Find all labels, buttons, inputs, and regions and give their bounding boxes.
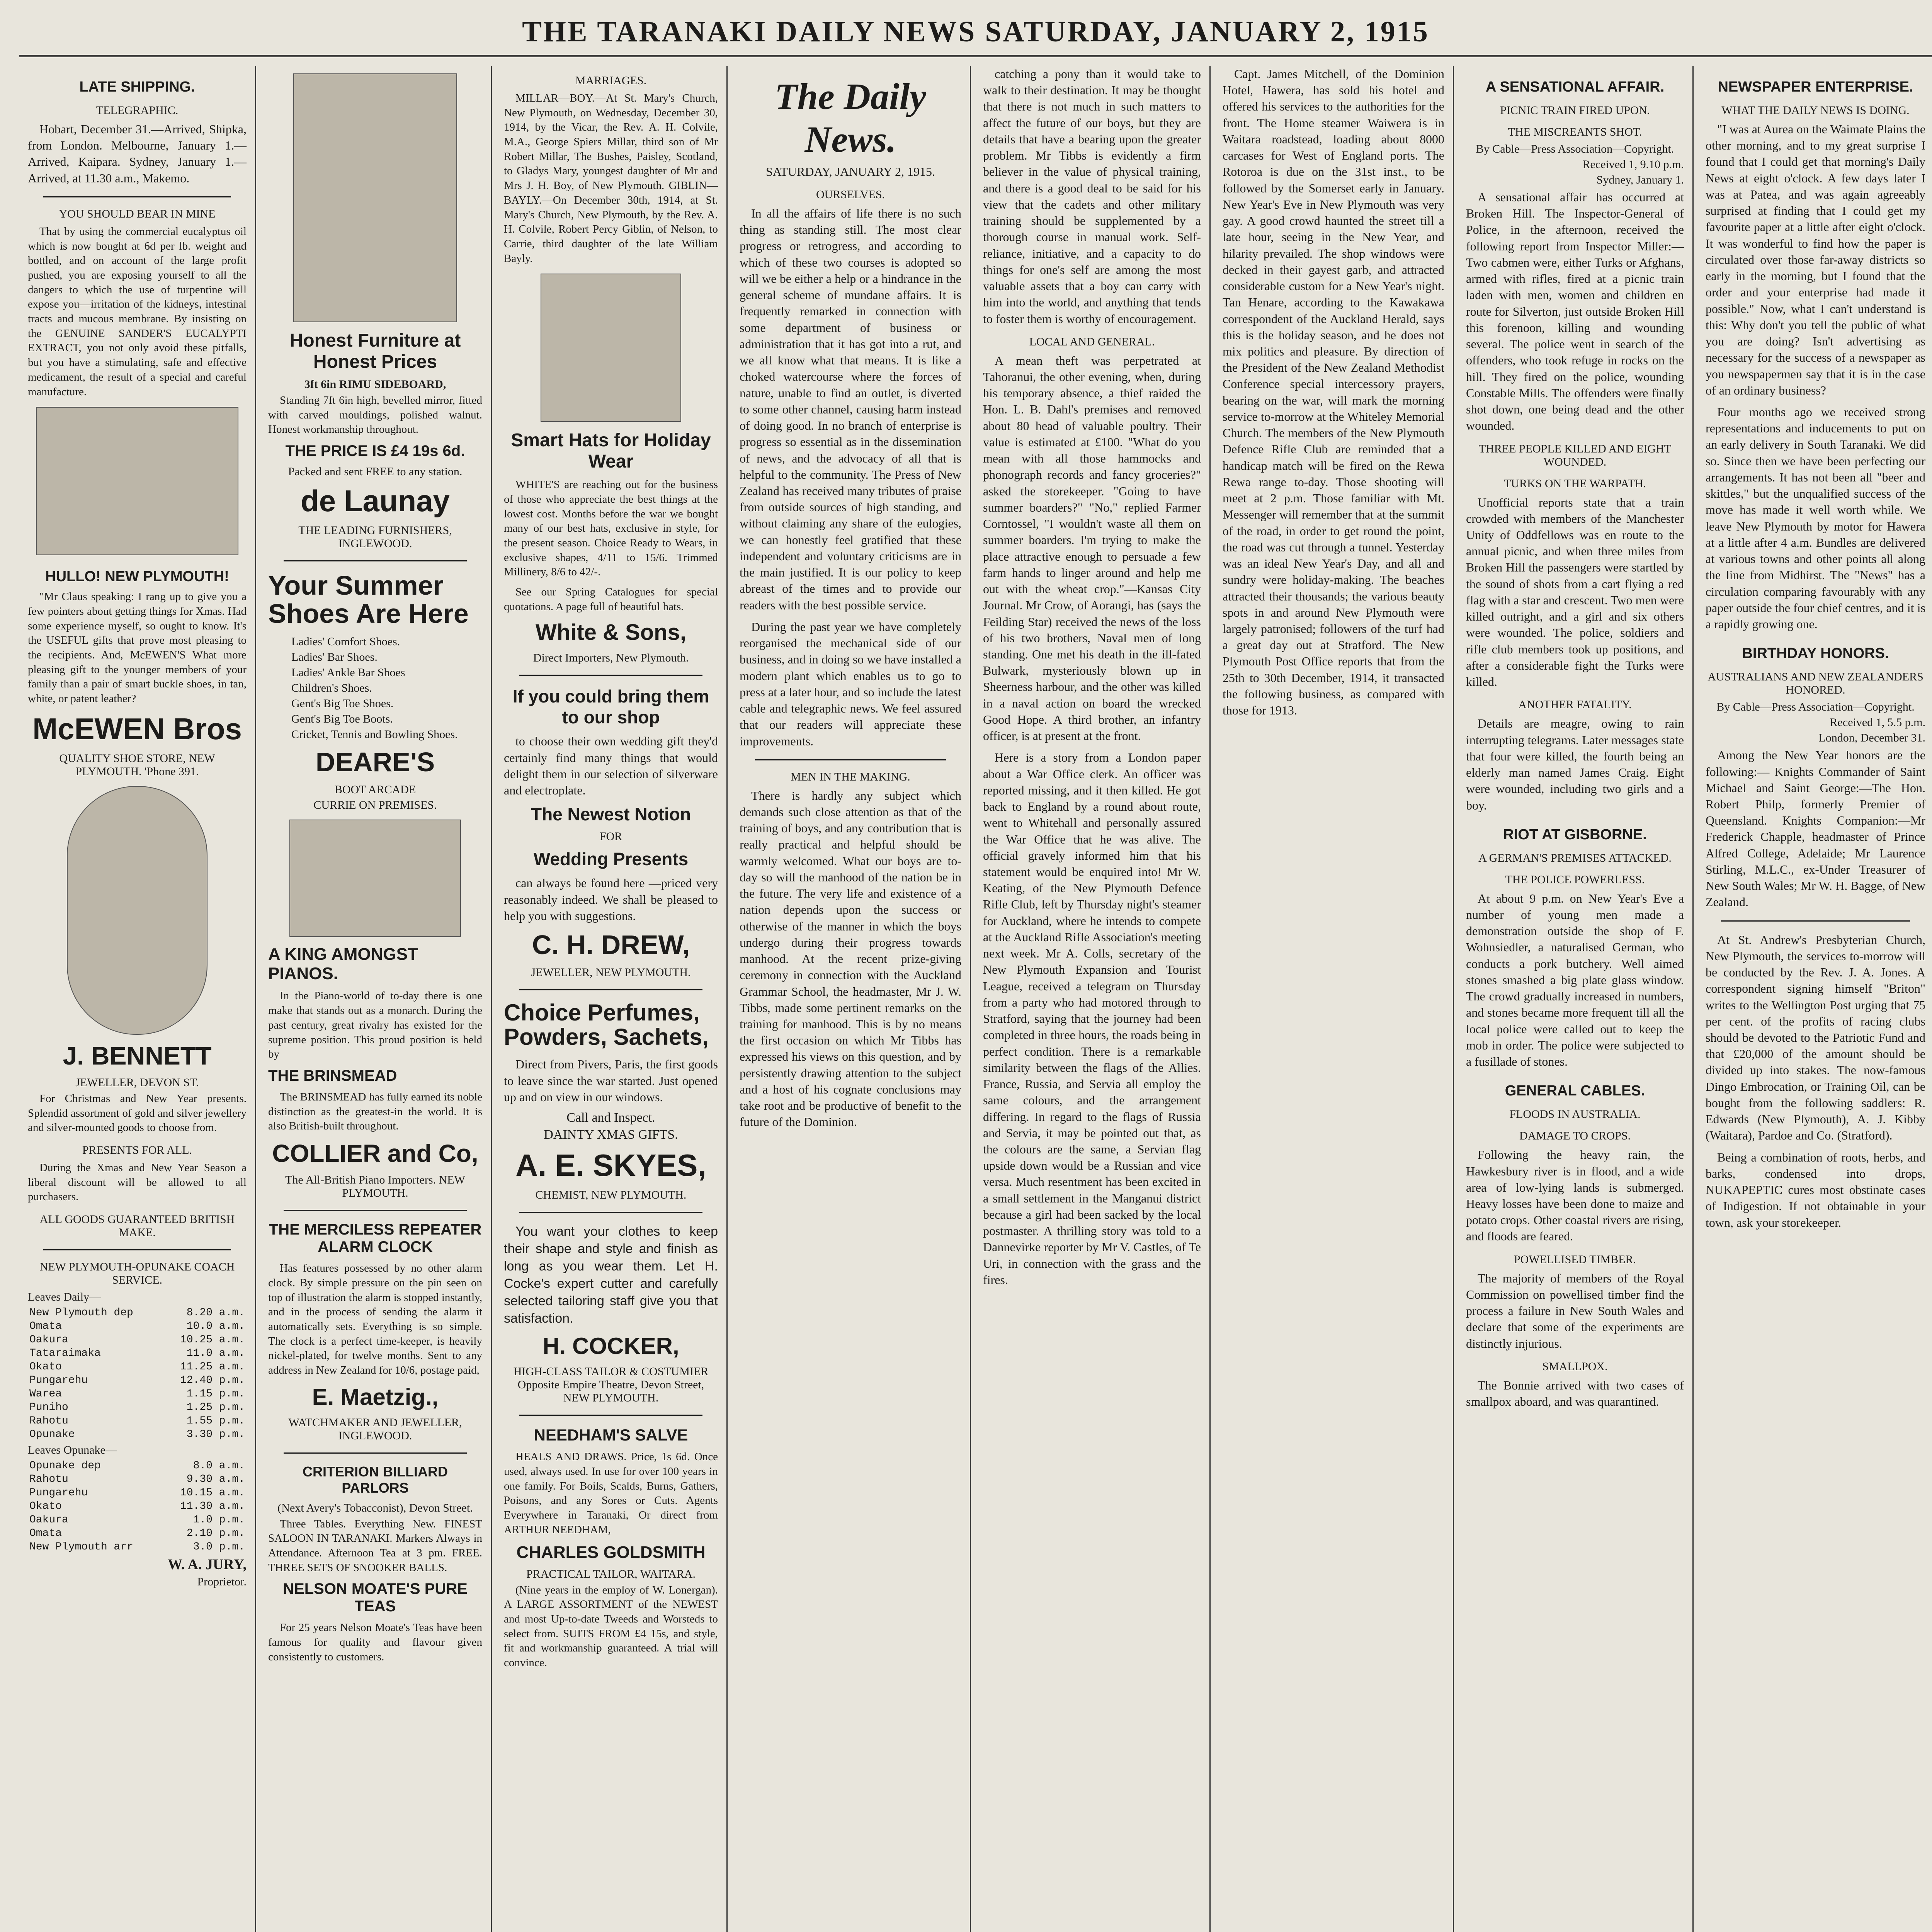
timetable-stop: New Plymouth arr: [29, 1541, 133, 1553]
turks-text: Unofficial reports state that a train crowded with members of the Manchester Unity of Oddfellows was en route to the annual picnic, and when three miles from Broken Hill the passengers were startled by the sound of shots from a cart flying a red flag with a star and crescent. Two men were killed outright, and a girl and six others were wounded. The police, soldiers and rifle club members took up positions, and after a considerable fight the Turks were killed.: [1466, 495, 1684, 689]
enterprise-subheading: WHAT THE DAILY NEWS IS DOING.: [1721, 104, 1910, 117]
divider: [519, 1415, 702, 1416]
local-continued-text: Capt. James Mitchell, of the Dominion Hotel, Hawera, has sold his hotel and offered his services to the authorities for the front. The Home steamer Waiwera is in Waitara roadstead, loading about 8000 carcases for West of England ports. The Rotoroa is due on the 31st inst., to be followed by the Somerset early in January. New Year's Eve in New Plymouth was very gay. A good crowd haunted the street till a late hour, seeing in the New Year, and hilarity prevailed. The shop windows were decked in their gayest garb, and attracted considerable custom for a New Year's night. Tan Henare, according to the Kawakawa correspondent of the Auckland Herald, says this is the holiday season, and he does not mix politics and pleasure. By direction of the President of the New Zealand Methodist Conference special intercessory prayers, bearing on the war, will mark the morning service to-morrow at the Whiteley Memorial Church. The members of the New Plymouth Defence Rifle Club are reminded that a handicap match will be fired on the Rewa Rewa range to-day. Those shooting will meet at 2 p.m. Those familiar with Mt. Messenger will remember that at the summit of the road, in order to get round the point, the road was cut through a tunnel. Yesterday was an ideal New Year's Day, and all and sundry were holiday-making. The beaches attracted their thousands; the various beauty spots in and around New Plymouth were largely patronised; followers of the turf had a great day out at Stratford. The New Plymouth Post Office reports that from the 25th to 30th December, 1914, it transacted the following business, as compared with those for 1913.: [1223, 67, 1444, 718]
timetable-stop: Oakura: [29, 1334, 68, 1346]
marriages-text: MILLAR—BOY.—At St. Mary's Church, New Plymouth, on Wednesday, December 30, 1914, by the Vicar, the Rev. A. H. Colvile, M.A., George Spiers Millar, third son of Mr Robert Millar, The Bushes, Paisley, Scotland, to Gladys Mary, youngest daughter of Mr and Mrs J. H. Boy, of New Plymouth. GIBLIN—BAYLY.—On December 30th, 1914, at St. Mary's Church, New Plymouth, by the Rev. A. H. Colvile, Robert Percy Giblin, of Nelson, to Carrie, third daughter of the late William Bayly.: [504, 92, 718, 265]
pony-text: catching a pony than it would take to walk to their destination. It may be thought that there is not much in such matters to affect the future of our boys, but they are details that have a bearing upon the greater problem. Mr Tibbs is evidently a firm believer in the value of physical training, and there is a good deal to be said for his view that the cadets and other military training should be supplemented by a thorough course in manual work. Self-reliance, initiative, and a capacity to do things for one's self are among the most valuable assets that a boy can carry with him into the world, and anything that tends to foster them is worthy of encouragement.: [983, 67, 1201, 326]
timetable-time: 10.15 a.m.: [180, 1487, 245, 1499]
birthday-text: Among the New Year honors are the following:— Knights Commander of Saint Michael and Saint George:—The Hon. Robert Philp, formerly Premier of Queensland. Knights Companion:—Mr Frederick Chapple, headmaster of Prince Alfred College, Adelaide; Mr Laurence Stirling, M.L.C., ex-Under Treasurer of New South Wales; Mr W. H. Bagge, of New Zealand.: [1706, 748, 1925, 909]
timetable-row: [28, 1500, 247, 1513]
mine-text: That by using the commercial eucalyptus oil which is now bought at 6d per lb. weight and bottled, and on account of the large profit pushed, you are exposing yourself to all the dangers to which the use of turpentine will expose you—irritation of the kidneys, intestinal tracts and mucous membrane. By insisting on the GENUINE SANDER'S EUCALYPTI EXTRACT, you not only avoid these pitfalls, but you have a stimulating, safe and effective medicament, the result of a special and careful manufacture.: [28, 225, 247, 398]
column-1: [19, 66, 255, 1932]
jury-name: W. A. JURY,: [168, 1556, 247, 1573]
timetable-stop: Okato: [29, 1500, 62, 1512]
divider: [284, 1210, 467, 1211]
salve-text: HEALS AND DRAWS. Price, 1s 6d. Once used, always used. In use for over 100 years in one family. For Boils, Scalds, Burns, Gathers, Poisons, and any Sores or Cuts. Agents Everywhere in Taranaki, Or direct from ARTHUR NEEDHAM,: [504, 1451, 718, 1536]
enterprise-heading: NEWSPAPER ENTERPRISE.: [1718, 79, 1913, 95]
floods-heading: FLOODS IN AUSTRALIA.: [1509, 1108, 1641, 1121]
nelson-text: For 25 years Nelson Moate's Teas have been famous for quality and flavour given consistently to customers.: [268, 1621, 482, 1663]
fatality-text: Details are meagre, owing to rain interrupting telegrams. Later messages state that four were killed, the fourth being an elderly man named James Craig. Eight were wounded, including two girls and a boy.: [1466, 716, 1684, 812]
timetable-row: [28, 1414, 247, 1428]
killed-heading: THREE PEOPLE KILLED AND EIGHT WOUNDED.: [1478, 442, 1672, 468]
timetable-row: [28, 1428, 247, 1441]
white-name: White & Sons,: [536, 620, 686, 645]
timetable-row: [28, 1360, 247, 1374]
criterion-heading: CRITERION BILLIARD PARLORS: [303, 1463, 448, 1496]
riot-subheading: A GERMAN'S PREMISES ATTACKED.: [1478, 851, 1672, 864]
timetable-row: [28, 1486, 247, 1500]
daily-news-masthead: The Daily News.: [775, 76, 926, 160]
shoe-list-item: Ladies' Ankle Bar Shoes: [291, 666, 405, 679]
shoe-list-item: Gent's Big Toe Boots.: [291, 712, 393, 725]
sensational-text: A sensational affair has occurred at Broken Hill. The Inspector-General of Police, in the afternoon, received the following report from Inspector Miller:— Two cabmen were, either Turks or Afghans, armed with rifles, fired at a picnic train laden with men, women and children en route for Silverton, just outside Broken Hill this forenoon, killing and wounding several. The police went in search of the offenders, who took refuge in rocks on the hill. They fired on the police, wounding Constable Mills. The offenders were finally shot down, one being dead and the other wounded.: [1466, 190, 1684, 433]
king-text: In the Piano-world of to-day there is one make that stands out as a monarch. During the past century, great rivalry has existed for the supreme position. This proud position is held by: [268, 990, 482, 1061]
floods-subheading: DAMAGE TO CROPS.: [1519, 1129, 1631, 1143]
marriages-heading: MARRIAGES.: [575, 74, 647, 87]
shipping-heading: LATE SHIPPING.: [79, 79, 195, 95]
column-rule: [1209, 66, 1211, 1932]
choice-heading: Choice Perfumes, Powders, Sachets,: [504, 1000, 709, 1050]
editorial-date: SATURDAY, JANUARY 2, 1915.: [765, 165, 935, 179]
wedding-text: can always be found here —priced very reasonably indeed. We shall be pleased to help you with suggestions.: [504, 876, 718, 923]
timetable-stop: Pungarehu: [29, 1487, 88, 1499]
nukapeptic-text: Being a combination of roots, herbs, and barks, condensed into drops, NUKAPEPTIC cures most obstinate cases of Indigestion. If not obtainable in your town, ask your storekeeper.: [1706, 1150, 1925, 1230]
white-sub: Direct Importers, New Plymouth.: [533, 651, 689, 665]
birthday-heading: BIRTHDAY HONORS.: [1742, 645, 1889, 662]
ourselves-text: In all the affairs of life there is no such thing as standing still. The most clear progress or retrogress, and according to which of these two courses is adopted so will we be either a help or a hindrance in the general scheme of mundane affairs. It is frequently remarked in connection with some department of business or administration that it has got into a rut, and we all know what that means. It is like a choked watercourse where the forces of nature, unable to find an outlet, is diverted to some other channel, causing harm instead of doing good. In no branch of enterprise is progress so essential as in the dissemination of news, and the advocacy of all that is helpful to the community. The Press of New Zealand has received many tributes of praise from outside sources of high standing, and without claiming any share of the eulogies, we can honestly feel gratified that these independent and voluntary criticisms are in the main justified. It is our policy to keep abreast of the times and to provide our readers with the best possible service.: [740, 206, 961, 612]
column-2: [260, 66, 491, 1932]
goldsmith-name: CHARLES GOLDSMITH: [516, 1543, 706, 1562]
mcewen-name: McEWEN Bros: [32, 711, 242, 746]
for-word: FOR: [599, 830, 622, 843]
presents-heading: PRESENTS FOR ALL.: [82, 1143, 192, 1156]
local-heading: LOCAL AND GENERAL.: [1029, 335, 1155, 348]
riot-heading: RIOT AT GISBORNE.: [1503, 826, 1647, 843]
column-rule: [491, 66, 492, 1932]
mine-heading: YOU SHOULD BEAR IN MINE: [59, 207, 216, 220]
timetable-time: 2.10 p.m.: [186, 1527, 245, 1539]
skyes-name: A. E. SKYES,: [515, 1148, 706, 1183]
goldsmith-sub: PRACTICAL TAILOR, WAITARA.: [526, 1567, 696, 1580]
coach-timetable-outbound: [28, 1306, 247, 1441]
fatality-heading: ANOTHER FATALITY.: [1518, 698, 1632, 711]
timetable-row: [28, 1527, 247, 1540]
leaves-opunake: Leaves Opunake—: [28, 1444, 117, 1456]
hullo-text: "Mr Claus speaking: I rang up to give you a few pointers about getting things for Xmas. Had some experience myself, so ought to know. It's the USEFUL gifts that prove most pleasing to the recipients. And, McEWEN'S What more pleasing gift to the younger members of your family than a pair of smart buckle shoes, in tan, white, or patent leather?: [28, 590, 247, 705]
column-4: [731, 66, 970, 1932]
summer-shoes-heading: Your Summer Shoes Are Here: [268, 570, 469, 629]
enterprise-text: "I was at Aurea on the Waimate Plains the other morning, and to my great surprise I found that I could get that morning's Daily News at eight o'clock. A few days later I was at Patea, and was again agreeably surprised at finding that I could get my favourite paper at a little after eight o'clock. It was wonderful to find how the paper is circulated over those far-away districts so early in the morning, but I found that the order and your enterprise had made it possible." Now, what I can't understand is this: Why don't you tell the public of what you are doing? Isn't advertising as necessary for the success of a newspaper as you newspapermen say that it is in the case of an ordinary business?: [1706, 122, 1925, 397]
hats-heading: Smart Hats for Holiday Wear: [511, 430, 711, 472]
timetable-stop: Pungarehu: [29, 1374, 88, 1386]
timetable-time: 1.55 p.m.: [186, 1415, 245, 1427]
shoe-list: [268, 635, 482, 741]
furniture-packed: Packed and sent FREE to any station.: [288, 465, 463, 478]
column-6: [1214, 66, 1453, 1932]
birthday-place: London, December 31.: [1818, 731, 1925, 745]
cocker-text: You want your clothes to keep their shape and style and finish as long as you wear them. Let H. Cocke's expert cutter and carefully selected tailoring staff give you that satisfaction.: [504, 1224, 718, 1326]
divider: [284, 1452, 467, 1454]
page-title: THE TARANAKI DAILY NEWS SATURDAY, JANUARY 2, 1915: [522, 15, 1429, 48]
call-inspect: Call and Inspect.: [566, 1111, 655, 1125]
timetable-stop: Warea: [29, 1388, 62, 1400]
bring-text: to choose their own wedding gift they'd certainly find many things that would delight them in our selection of silverware and electroplate.: [504, 734, 718, 798]
divider: [43, 1249, 231, 1250]
column-rule: [970, 66, 971, 1932]
timetable-time: 11.25 a.m.: [180, 1361, 245, 1373]
mcewen-sub: QUALITY SHOE STORE, NEW PLYMOUTH. 'Phone 391.: [59, 752, 215, 778]
church-text: At St. Andrew's Presbyterian Church, New Plymouth, the services to-morrow will be conducted by the Rev. J. A. Jones. A correspondent signing himself "Briton" writes to the Wellington Post urging that 75 per cent. of the profits of racing clubs should be devoted to the Patriotic Fund and that £20,000 of the amount should be divided up into stakes. The now-famous Dingo Embrocation, or Training Oil, can be bought from the following saddlers: R. Edwards (New Plymouth), A. J. Kibby (Waitara), Pardoe and Co. (Stratford).: [1706, 932, 1925, 1143]
timetable-time: 3.0 p.m.: [193, 1541, 245, 1553]
timetable-stop: Rahotu: [29, 1415, 68, 1427]
cable-credit: By Cable—Press Association—Copyright.: [1476, 143, 1674, 155]
bennett-text: For Christmas and New Year presents. Splendid assortment of gold and silver jewellery and silver-mounted goods to choose from.: [28, 1092, 247, 1134]
hats-text-2: See our Spring Catalogues for special quotations. A page full of beautiful hats.: [504, 586, 718, 613]
sensational-heading: A SENSATIONAL AFFAIR.: [1485, 79, 1665, 95]
dainty-gifts: DAINTY XMAS GIFTS.: [544, 1128, 678, 1142]
boot-arcade-illustration: [289, 820, 461, 937]
deare-sub2: CURRIE ON PREMISES.: [313, 799, 437, 812]
timetable-row: [28, 1306, 247, 1320]
divider: [43, 196, 231, 197]
brinsmead-text: The BRINSMEAD has fully earned its noble distinction as the greatest-in the world. It is also British-built throughout.: [268, 1090, 482, 1133]
shoe-list-item: Gent's Big Toe Shoes.: [291, 697, 394, 710]
drew-sub: JEWELLER, NEW PLYMOUTH.: [531, 966, 691, 979]
timetable-stop: Omata: [29, 1320, 62, 1332]
guaranteed-heading: ALL GOODS GUARANTEED BRITISH MAKE.: [39, 1213, 235, 1239]
drew-name: C. H. DREW,: [532, 929, 690, 960]
masthead: [19, 9, 1932, 57]
bennett-sub: JEWELLER, DEVON ST.: [75, 1076, 199, 1089]
maetzig-name: E. Maetzig.,: [312, 1384, 439, 1410]
timetable-stop: Oakura: [29, 1514, 68, 1526]
smallpox-text: The Bonnie arrived with two cases of smallpox aboard, and was quarantined.: [1466, 1378, 1684, 1409]
picnic-heading: PICNIC TRAIN FIRED UPON.: [1500, 104, 1650, 117]
hullo-heading: HULLO! NEW PLYMOUTH!: [45, 568, 229, 585]
timetable-time: 8.20 a.m.: [186, 1307, 245, 1319]
watch-illustration: [67, 786, 207, 1035]
santa-illustration: [36, 407, 238, 555]
deare-sub: BOOT ARCADE: [334, 783, 416, 796]
timetable-stop: Puniho: [29, 1401, 68, 1413]
deare-name: DEARE'S: [315, 747, 435, 777]
timetable-row: [28, 1320, 247, 1333]
sideboard-illustration: [293, 73, 457, 322]
riot-subheading-2: THE POLICE POWERLESS.: [1505, 873, 1645, 886]
column-rule: [1453, 66, 1454, 1932]
shoe-list-item: Ladies' Bar Shoes.: [291, 650, 378, 663]
nelson-heading: NELSON MOATE'S PURE TEAS: [283, 1580, 468, 1615]
enterprise-text-2: Four months ago we received strong representations and inducements to put on an early delivery in South Taranaki. We did so. Since then we have been perfecting our arrangements. It has not been all "beer and skittles," but the unqualified success of the move has made it well worth while. We leave New Plymouth by motor for Hawera at a little after 4 a.m. Bundles are delivered at various towns and other points all along the line from Midhirst. The "News" has a circulation comparing favourably with any paper outside the four chief centres, and it is a rapidly growing one.: [1706, 405, 1925, 631]
choice-text: Direct from Pivers, Paris, the first goods to leave since the war started. Just opened up and on view in our windows.: [504, 1057, 718, 1104]
cables-heading: GENERAL CABLES.: [1505, 1083, 1645, 1099]
timetable-row: [28, 1401, 247, 1414]
merciless-heading: THE MERCILESS REPEATER ALARM CLOCK: [269, 1221, 482, 1256]
timetable-time: 1.0 p.m.: [193, 1514, 245, 1526]
floods-text: Following the heavy rain, the Hawkesbury river is in flood, and a wide area of low-lying lands is submerged. Heavy losses have been done to maize and potato crops. Other coastal rivers are rising, and floods are feared.: [1466, 1148, 1684, 1243]
divider: [1721, 920, 1910, 922]
cable-place: Sydney, January 1.: [1596, 173, 1684, 186]
hats-text: WHITE'S are reaching out for the business of those who appreciate the best things at the lowest cost. Months before the war we bought many of our best hats, exclusive in style, for the present season. Choice Ready to Wears, in exclusive shapes, 4/11 to 15/6. Trimmed Millinery, 8/6 to 42/-.: [504, 478, 718, 578]
delaunay-name: de Launay: [301, 484, 450, 518]
king-heading: A KING AMONGST PIANOS.: [268, 945, 418, 983]
column-8: [1697, 66, 1932, 1932]
divider: [519, 989, 702, 990]
timetable-time: 11.0 a.m.: [186, 1347, 245, 1359]
timetable-row: [28, 1459, 247, 1473]
shoe-list-item: Cricket, Tennis and Bowling Shoes.: [291, 728, 458, 741]
timetable-stop: Rahotu: [29, 1473, 68, 1485]
furniture-text: Standing 7ft 6in high, bevelled mirror, fitted with carved mouldings, polished walnut. Honest workmanship throughout.: [268, 394, 482, 436]
timetable-stop: New Plymouth dep: [29, 1307, 133, 1319]
timetable-time: 1.15 p.m.: [186, 1388, 245, 1400]
timetable-row: [28, 1540, 247, 1554]
delaunay-sub: THE LEADING FURNISHERS, INGLEWOOD.: [298, 524, 452, 550]
skyes-sub: CHEMIST, NEW PLYMOUTH.: [535, 1189, 687, 1202]
collier-name: COLLIER and Co,: [272, 1139, 478, 1167]
timetable-stop: Omata: [29, 1527, 62, 1539]
column-rule: [726, 66, 728, 1932]
birthday-credit: By Cable—Press Association—Copyright.: [1716, 701, 1915, 714]
coach-timetable-return: [28, 1459, 247, 1554]
timber-heading: POWELLISED TIMBER.: [1514, 1253, 1636, 1266]
turks-heading: TURKS ON THE WARPATH.: [1504, 477, 1646, 490]
brinsmead-heading: THE BRINSMEAD: [268, 1067, 397, 1084]
timetable-time: 10.0 a.m.: [186, 1320, 245, 1332]
column-3: [495, 66, 726, 1932]
bennett-name: J. BENNETT: [63, 1041, 212, 1070]
criterion-sub: (Next Avery's Tobacconist), Devon Street.: [277, 1501, 473, 1514]
local-text: A mean theft was perpetrated at Tahoranui, the other evening, when, during his temporary absence, a thief raided the Hon. L. B. Dahl's premises and removed about 80 head of valuable poultry. Their value is estimated at £100. "What do you mean with all those hammocks and phonograph records and fancy groceries?" asked the storekeeper. "Going to have summer boarders?" "No," replied Farmer Corntossel, "I wouldn't waste all them on summer boarders. I'm trying to make the place attractive enough to persuade a few farm hands to linger around and help me out with the wheat crop."—Kansas City Journal. Mr Crow, of Aorangi, has (says the Feilding Star) received the news of the loss of his two brothers, Naval men of long standing. One met his death in the ill-fated Bulwark, mysteriously blown up in Sheerness harbour, and the other was killed in a naval action on board the wrecked Good Hope. A third brother, an infantry officer, is at present at the front.: [983, 353, 1201, 743]
ourselves-text-2: During the past year we have completely reorganised the mechanical side of our business, and in doing so we have installed a modern plant which enables us to go to press at a later hour, and so include the latest cable and telegraphic news. We feel assured that our readers will appreciate these improvements.: [740, 619, 961, 748]
men-heading: MEN IN THE MAKING.: [791, 770, 910, 783]
local-text-2: Here is a story from a London paper about a War Office clerk. An officer was reported missing, and it then killed. He got back to England by a round about route, went to Whitehall and personally assured the War Office that he was alive. The official gravely informed him that his statement would be enquired into! Mr W. Keating, of the New Plymouth Defence Rifle Club, left by Thursday night's steamer for Auckland, where he intends to compete at the Auckland Rifle Association's meeting next week. Mr A. Colls, secretary of the New Plymouth Expansion and Tourist League, received a telegram on Thursday from a party who had motored through to Stratford, saying that the journey had been completed in three hours, the roads being in perfect condition. There is a remarkable similarity between the flags of the Allies. France, Russia, and Servia all employ the same colours, and the arrangement differing. In regard to the flags of Russia and Servia, it may be pointed out that, as the colours are the same, a Servian flag upside down would be a Russian and vice versa. Much resentment has been excited in a small settlement in the Manganui district because a girl had been sacked by the local postmaster. A thrilling story was told to a Dannevirke reporter by Mr V. Castles, of Te Uri, in connection with the grass and the fires.: [983, 750, 1201, 1287]
timetable-row: [28, 1347, 247, 1360]
timetable-row: [28, 1387, 247, 1401]
hat-illustration: [541, 274, 681, 422]
timetable-stop: Opunake: [29, 1429, 75, 1440]
collier-sub: The All-British Piano Importers. NEW PLYMOUTH.: [285, 1173, 465, 1200]
shipping-text: Hobart, December 31.—Arrived, Shipka, from London. Melbourne, January 1.—Arrived, Kaipara. Sydney, January 1.—Arrived, at 11.30 a.m., Makemo.: [28, 122, 247, 185]
timetable-row: [28, 1513, 247, 1527]
cable-received: Received 1, 9.10 p.m.: [1582, 158, 1684, 171]
birthday-subheading: AUSTRALIANS AND NEW ZEALANDERS HONORED.: [1708, 670, 1923, 697]
furniture-item: 3ft 6in RIMU SIDEBOARD,: [304, 378, 446, 391]
column-rule: [255, 66, 256, 1932]
column-rule: [1692, 66, 1694, 1932]
timetable-row: [28, 1473, 247, 1486]
timetable-time: 8.0 a.m.: [193, 1460, 245, 1472]
riot-text: At about 9 p.m. on New Year's Eve a number of young men made a demonstration outside the shop of F. Wohnsiedler, a naturalised German, who conducts a pork butchery. Well aimed stones smashed a big plate glass window. The crowd gradually increased in numbers, and stones became more frequent till all the local police were called out to keep the mob in order. The police were subjected to a fusillade of stones.: [1466, 891, 1684, 1069]
timetable-time: 10.25 a.m.: [180, 1334, 245, 1346]
divider: [519, 675, 702, 676]
miscreants-heading: THE MISCREANTS SHOT.: [1508, 126, 1642, 138]
divider: [519, 1212, 702, 1213]
column-5: [975, 66, 1209, 1932]
column-7: [1458, 66, 1692, 1932]
divider: [755, 759, 946, 760]
newest-heading: The Newest Notion: [531, 804, 691, 825]
timber-text: The majority of members of the Royal Commission on powellised timber find the process a failure in New South Wales and declare that some of the experiments are distinctly injurious.: [1466, 1271, 1684, 1350]
cocker-sub: HIGH-CLASS TAILOR & COSTUMIER Opposite Empire Theatre, Devon Street, NEW PLYMOUTH.: [513, 1365, 709, 1405]
timetable-row: [28, 1374, 247, 1387]
leaves-daily: Leaves Daily—: [28, 1291, 101, 1303]
presents-text: During the Xmas and New Year Season a liberal discount will be allowed to all purchasers.: [28, 1161, 247, 1203]
shoe-list-item: Children's Shoes.: [291, 681, 372, 694]
divider: [284, 560, 467, 561]
smallpox-heading: SMALLPOX.: [1542, 1360, 1608, 1373]
telegraphic-heading: TELEGRAPHIC.: [96, 104, 179, 117]
bring-heading: If you could bring them to our shop: [512, 686, 709, 728]
wedding-heading: Wedding Presents: [533, 849, 689, 869]
timetable-time: 11.30 a.m.: [180, 1500, 245, 1512]
timetable-stop: Okato: [29, 1361, 62, 1373]
timetable-stop: Tataraimaka: [29, 1347, 101, 1359]
birthday-received: Received 1, 5.5 p.m.: [1830, 716, 1925, 729]
maetzig-sub: WATCHMAKER AND JEWELLER, INGLEWOOD.: [288, 1416, 462, 1442]
timetable-time: 3.30 p.m.: [186, 1429, 245, 1440]
timetable-time: 12.40 p.m.: [180, 1374, 245, 1386]
shoe-list-item: Ladies' Comfort Shoes.: [291, 635, 400, 648]
timetable-stop: Opunake dep: [29, 1460, 101, 1472]
goldsmith-text: (Nine years in the employ of W. Lonergan). A LARGE ASSORTMENT of the NEWEST and most Up-to-date Tweeds and Worsteds to select from. SUITS FROM £4 15s, and style, fit and workmanship guaranteed. A trial will convince.: [504, 1583, 718, 1669]
merciless-text: Has features possessed by no other alarm clock. By simple pressure on the pin seen on top of illustration the alarm is stopped instantly, and in the process of sending the alarm it automatically sets. Everything is so simple. The clock is a perfect time-keeper, is heavily nickel-plated, for twelve months. Sent to any address in New Zealand for 10/6, postage paid,: [268, 1262, 482, 1376]
jury-sub: Proprietor.: [197, 1575, 247, 1588]
salve-heading: NEEDHAM'S SALVE: [534, 1426, 688, 1444]
timetable-time: 1.25 p.m.: [186, 1401, 245, 1413]
criterion-text: Three Tables. Everything New. FINEST SALOON IN TARANAKI. Markers Always in Attendance. Afternoon Tea at 3 pm. FREE. THREE SETS OF SNOOKER BALLS.: [268, 1517, 482, 1574]
men-text: There is hardly any subject which demands such close attention as that of the training of boys, and any contribution that is really practical and helpful should be warmly welcomed. What our boys are to-day so will the manhood of the nation be in the future. The very life and existence of a nation depends upon the success or otherwise of the manner in which the boys undergo during their progress towards manhood. At the recent prize-giving ceremony in connection with the Auckland Grammar School, the headmaster, Mr J. W. Tibbs, made some pertinent remarks on the training for manhood. This is by no means the first occasion on which Mr Tibbs has expressed his views on this question, and by persistently drawing attention to the subject and a host of his cognate conclusions may take root and be productive of benefit to the future of the Dominion.: [740, 788, 961, 1129]
ourselves-heading: OURSELVES.: [816, 188, 885, 201]
cocker-name: H. COCKER,: [543, 1333, 679, 1359]
timetable-row: [28, 1333, 247, 1347]
furniture-price: THE PRICE IS £4 19s 6d.: [285, 442, 465, 460]
furniture-heading: Honest Furniture at Honest Prices: [289, 330, 461, 372]
timetable-time: 9.30 a.m.: [186, 1473, 245, 1485]
coach-heading: NEW PLYMOUTH-OPUNAKE COACH SERVICE.: [39, 1260, 235, 1286]
